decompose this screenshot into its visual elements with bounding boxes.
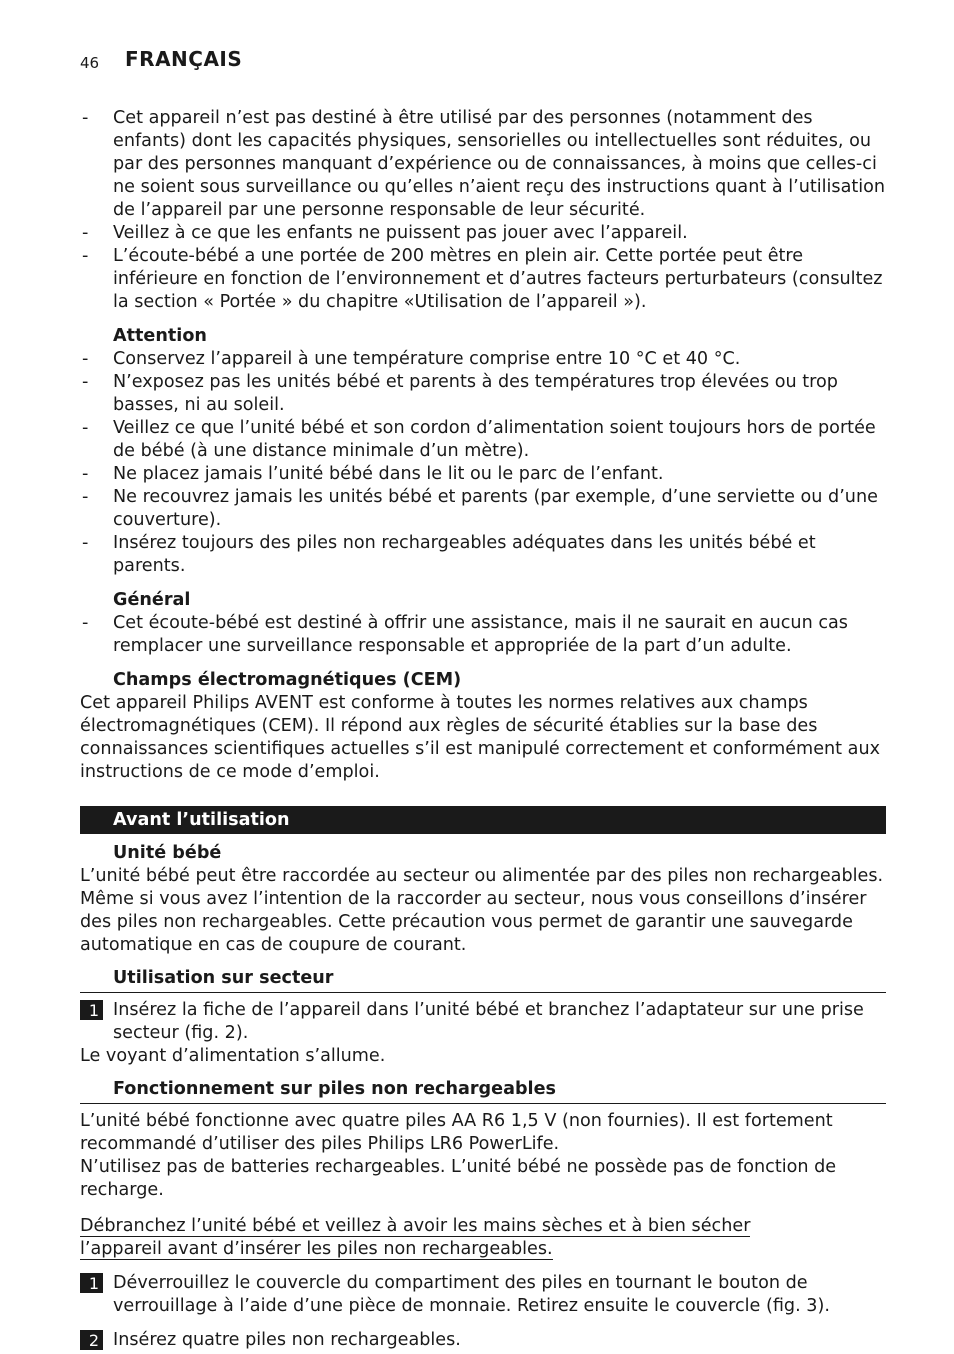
list-item: - N’exposez pas les unités bébé et parents à des températures trop élevées ou trop basses, ni au soleil. [82, 372, 838, 415]
step-text: Insérez quatre piles non rechargeables. [113, 1330, 461, 1350]
list-item: - Veillez ce que l’unité bébé et son cordon d’alimentation soient toujours hors de portée de bébé (à une distance minimale d’un mètre). [82, 418, 876, 461]
step-item [80, 1329, 886, 1352]
battery-operation-heading: Fonctionnement sur piles non rechargeables [80, 1078, 886, 1104]
unite-bebe-paragraph: L’unité bébé peut être raccordée au secteur ou alimentée par des piles non rechargeables. Même si vous avez l’intention de la raccorder au secteur, nous vous conseillons d’insérer des piles non rechargeables. Cette précaution vous permet de garantir une sauvegarde automatique en cas de coupure de courant. [80, 866, 884, 955]
page-content [80, 107, 886, 1352]
step-text: Insérez la fiche de l’appareil dans l’unité bébé et branchez l’adaptateur sur une prise secteur (fig. 2). [113, 1000, 864, 1043]
list-item: - Veillez à ce que les enfants ne puissent pas jouer avec l’appareil. [82, 223, 688, 243]
list-item: - Insérez toujours des piles non rechargeables adéquates dans les unités bébé et parents. [82, 533, 816, 576]
battery-paragraph-2: N’utilisez pas de batteries rechargeables. L’unité bébé ne possède pas de fonction de recharge. [80, 1157, 837, 1200]
list-item: - Cet écoute-bébé est destiné à offrir une assistance, mais il ne saurait en aucun cas remplacer une surveillance responsable et appropriée de la part d’un adulte. [82, 613, 848, 656]
general-heading: Général [113, 590, 191, 610]
list-item: - Ne recouvrez jamais les unités bébé et parents (par exemple, d’une serviette ou d’une couverture). [82, 487, 878, 530]
battery-warning [80, 1215, 832, 1261]
step-number-badge: 1 [80, 1273, 103, 1293]
list-item: - Conservez l’appareil à une température comprise entre 10 °C et 40 °C. [82, 349, 741, 369]
cem-heading: Champs électromagnétiques (CEM) [113, 670, 462, 690]
step-text: Déverrouillez le couvercle du compartiment des piles en tournant le bouton de verrouillage à l’aide d’une pièce de monnaie. Retirez ensuite le couvercle (fig. 3). [113, 1273, 830, 1316]
step-item [80, 999, 886, 1045]
cem-paragraph: Cet appareil Philips AVENT est conforme à toutes les normes relatives aux champs électromagnétiques (CEM). Il répond aux règles de sécurité établies sur la base des connaissances scientifiques actuelles s’il est manipulé correctement et conformément aux instructions de ce mode d’emploi. [80, 693, 881, 782]
step-item [80, 1272, 886, 1318]
mains-use-heading: Utilisation sur secteur [80, 967, 886, 993]
intro-list [80, 107, 886, 314]
attention-list [80, 348, 886, 578]
battery-paragraph-1: L’unité bébé fonctionne avec quatre piles AA R6 1,5 V (non fournies). Il est fortement recommandé d’utiliser des piles Philips LR6 PowerLife. [80, 1111, 833, 1154]
page-language-title: FRANÇAIS [125, 47, 243, 71]
section-bar-before-use: Avant l’utilisation [80, 806, 886, 834]
unite-bebe-heading: Unité bébé [113, 843, 222, 863]
list-item: - Ne placez jamais l’unité bébé dans le lit ou le parc de l’enfant. [82, 464, 664, 484]
list-item: - L’écoute-bébé a une portée de 200 mètres en plein air. Cette portée peut être inférieure en fonction de l’environnement et d’autres facteurs perturbateurs (consultez la section « Portée » du chapitre «Utilisation de l’appareil »). [82, 246, 883, 312]
step-number-badge: 2 [80, 1330, 103, 1350]
page-number: 46 [80, 54, 100, 72]
mains-note: Le voyant d’alimentation s’allume. [80, 1046, 386, 1066]
battery-warning-text: Débranchez l’unité bébé et veillez à avoir les mains sèches et à bien sécher l’appareil avant d’insérer les piles non rechargeables. [80, 1216, 751, 1259]
step-number-badge: 1 [80, 1000, 103, 1020]
general-list [80, 612, 886, 658]
attention-heading: Attention [113, 326, 207, 346]
list-item: - Cet appareil n’est pas destiné à être utilisé par des personnes (notamment des enfants) dont les capacités physiques, sensorielles ou intellectuelles sont réduites, ou par des personnes manquant d’expérience ou de connaissances, à moins que celles-ci ne soient sous surveillance ou qu’elles n’aient reçu des instructions quant à l’utilisation de l’appareil par une personne responsable de leur sécurité. [82, 108, 886, 220]
